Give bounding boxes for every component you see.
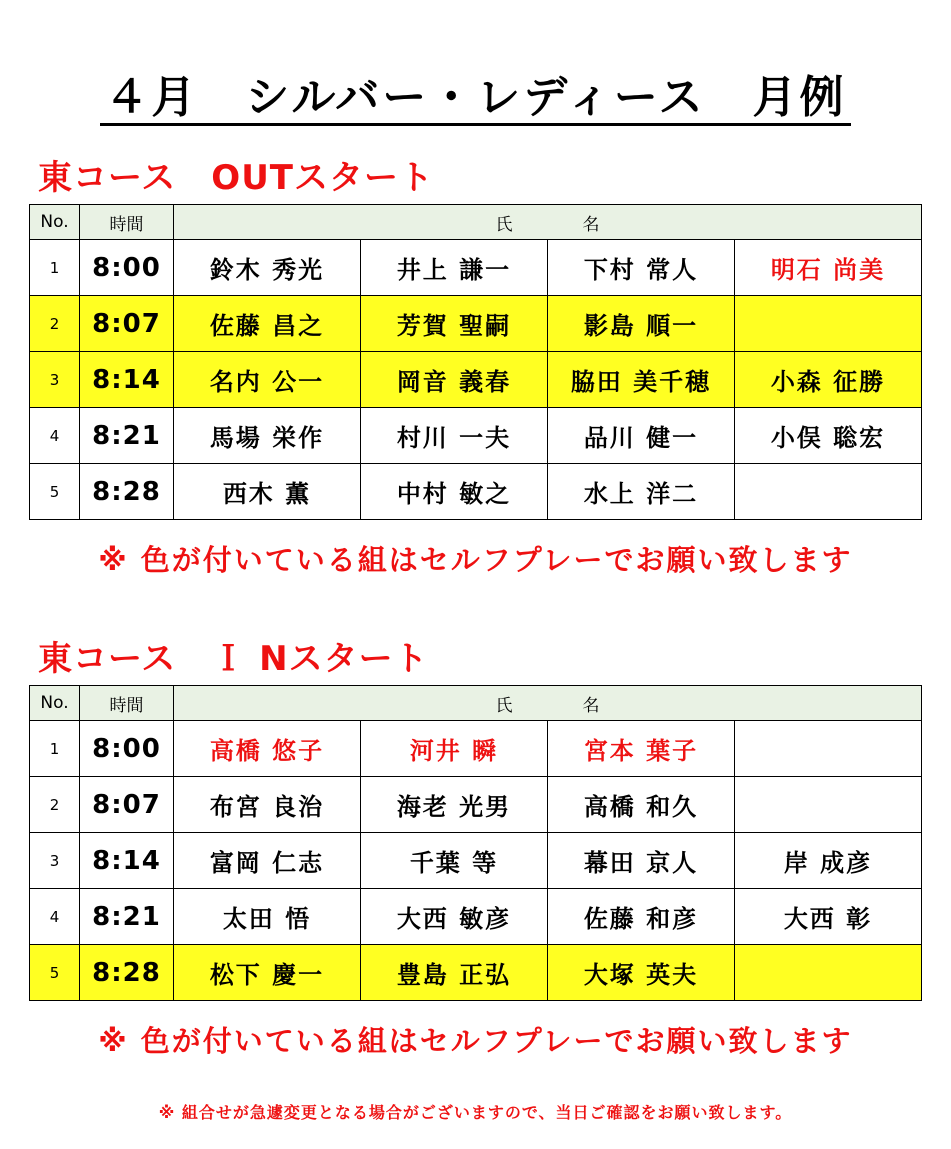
player-name: 富岡 仁志	[174, 833, 361, 889]
group-number: 5	[30, 464, 80, 520]
self-play-note-out: ※ 色が付いている組はセルフプレーでお願い致します	[98, 543, 853, 577]
player-name	[735, 464, 922, 520]
player-name: 井上 謙一	[361, 240, 548, 296]
player-name: 佐藤 昌之	[174, 296, 361, 352]
player-name: 小森 征勝	[735, 352, 922, 408]
section-title-in: 東コース Ｉ Nスタート	[38, 639, 429, 679]
pairing-table-out	[29, 204, 922, 520]
player-name: 村川 一夫	[361, 408, 548, 464]
table-row	[30, 408, 922, 464]
player-name: 高橋 悠子	[174, 721, 361, 777]
group-number: 5	[30, 945, 80, 1001]
player-name: 影島 順一	[548, 296, 735, 352]
table-row	[30, 777, 922, 833]
player-name: 豊島 正弘	[361, 945, 548, 1001]
tee-time: 8:07	[80, 777, 174, 833]
player-name: 宮本 葉子	[548, 721, 735, 777]
self-play-note-in: ※ 色が付いている組はセルフプレーでお願い致します	[98, 1024, 853, 1058]
header-name-right: 名	[582, 214, 600, 235]
footer-note: ※ 組合せが急遽変更となる場合がございますので、当日ご確認をお願い致します。	[158, 1103, 793, 1122]
tee-time: 8:07	[80, 296, 174, 352]
tee-time: 8:00	[80, 240, 174, 296]
player-name: 高橋 和久	[548, 777, 735, 833]
player-name: 大西 敏彦	[361, 889, 548, 945]
table-row	[30, 721, 922, 777]
table-row	[30, 352, 922, 408]
group-number: 1	[30, 240, 80, 296]
tee-time: 8:14	[80, 833, 174, 889]
group-number: 1	[30, 721, 80, 777]
player-name: 鈴木 秀光	[174, 240, 361, 296]
table-row	[30, 889, 922, 945]
player-name: 布宮 良治	[174, 777, 361, 833]
header-time: 時間	[80, 205, 174, 240]
group-number: 2	[30, 777, 80, 833]
tee-time: 8:14	[80, 352, 174, 408]
player-name: 岸 成彦	[735, 833, 922, 889]
player-name	[735, 721, 922, 777]
player-name: 中村 敏之	[361, 464, 548, 520]
group-number: 4	[30, 408, 80, 464]
table-row	[30, 464, 922, 520]
player-name: 千葉 等	[361, 833, 548, 889]
table-header	[30, 686, 922, 721]
player-name: 西木 薫	[174, 464, 361, 520]
player-name: 明石 尚美	[735, 240, 922, 296]
header-no: No.	[30, 686, 80, 721]
player-name: 馬場 栄作	[174, 408, 361, 464]
player-name: 芳賀 聖嗣	[361, 296, 548, 352]
tee-time: 8:00	[80, 721, 174, 777]
group-number: 4	[30, 889, 80, 945]
tee-time: 8:28	[80, 464, 174, 520]
player-name: 松下 慶一	[174, 945, 361, 1001]
page-title: ４月 シルバー・レディース 月例	[100, 72, 850, 126]
header-name-right: 名	[582, 695, 600, 716]
player-name	[735, 777, 922, 833]
player-name: 河井 瞬	[361, 721, 548, 777]
group-number: 3	[30, 833, 80, 889]
player-name: 小俣 聡宏	[735, 408, 922, 464]
table-row	[30, 833, 922, 889]
section-title-out: 東コース OUTスタート	[38, 158, 435, 198]
header-name-left: 氏	[495, 695, 513, 716]
table-row	[30, 945, 922, 1001]
player-name: 海老 光男	[361, 777, 548, 833]
player-name: 幕田 京人	[548, 833, 735, 889]
group-number: 3	[30, 352, 80, 408]
player-name: 名内 公一	[174, 352, 361, 408]
group-number: 2	[30, 296, 80, 352]
player-name: 脇田 美千穂	[548, 352, 735, 408]
tee-time: 8:28	[80, 945, 174, 1001]
header-name	[174, 205, 922, 240]
tee-time: 8:21	[80, 408, 174, 464]
player-name: 佐藤 和彦	[548, 889, 735, 945]
pairing-table-in	[29, 685, 922, 1001]
header-name-left: 氏	[495, 214, 513, 235]
table-row	[30, 296, 922, 352]
player-name: 太田 悟	[174, 889, 361, 945]
header-no: No.	[30, 205, 80, 240]
player-name	[735, 945, 922, 1001]
table-row	[30, 240, 922, 296]
player-name	[735, 296, 922, 352]
header-name	[174, 686, 922, 721]
header-time: 時間	[80, 686, 174, 721]
player-name: 岡音 義春	[361, 352, 548, 408]
player-name: 品川 健一	[548, 408, 735, 464]
table-header	[30, 205, 922, 240]
tee-time: 8:21	[80, 889, 174, 945]
player-name: 下村 常人	[548, 240, 735, 296]
player-name: 大西 彰	[735, 889, 922, 945]
player-name: 大塚 英夫	[548, 945, 735, 1001]
page-title-wrap	[0, 72, 951, 124]
player-name: 水上 洋二	[548, 464, 735, 520]
